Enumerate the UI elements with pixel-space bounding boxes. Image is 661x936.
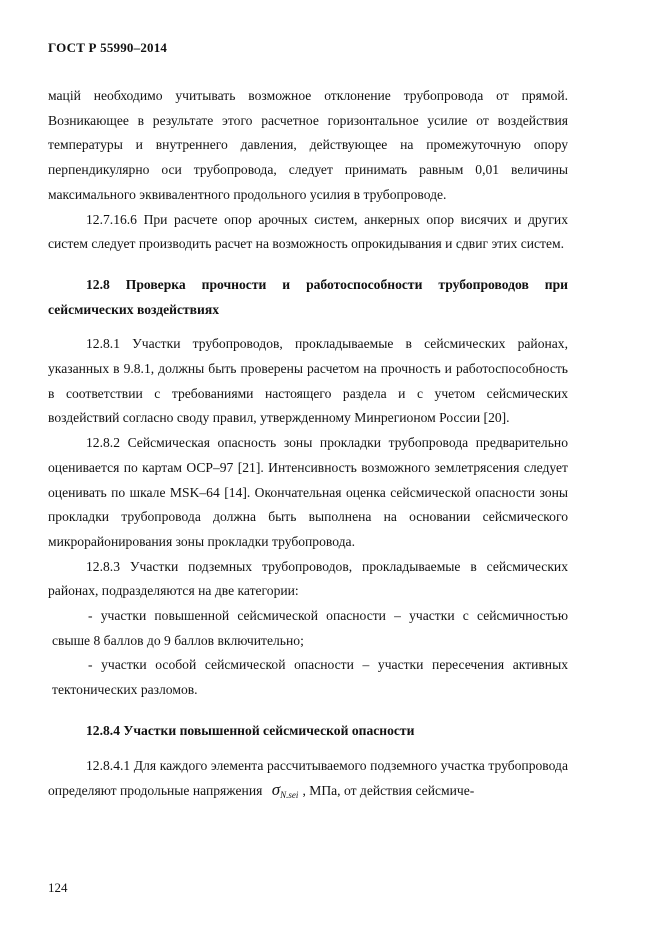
paragraph: мацій необходимо учитывать возможное отклонение трубопровода от прямой. Возникающее в результате этого расчетное горизонтальное усилие от воздействия температуры и внутреннего давления, действующее на промежуточную опору перпендикулярно оси трубопровода, следует принимать равным 0,01 величины максимального эквивалентного продольного усилия в трубопроводе.: [48, 88, 568, 202]
section-heading-12-8: 12.8 Проверка прочности и работоспособности трубопроводов при сейсмических воздействиях: [48, 276, 568, 317]
list-item: - участки особой сейсмической опасности – участки пересечения активных тектонических разломов.: [52, 657, 568, 698]
paragraph-text: 12.8.4.1 Для каждого элемента рассчитываемого подземного участка трубопровода определяют продольные напряжения: [48, 757, 568, 799]
paragraph: [48, 754, 568, 808]
document-header: ГОСТ Р 55990–2014: [48, 40, 168, 55]
section-heading-12-8-4: 12.8.4 Участки повышенной сейсмической опасности: [86, 722, 415, 738]
paragraph-text: , МПа, от действия сейсмиче-: [302, 783, 475, 799]
paragraph: 12.8.3 Участки подземных трубопроводов, прокладываемые в сейсмических районах, подразделяются на две категории:: [48, 558, 568, 599]
list-item: - участки повышенной сейсмической опасности – участки с сейсмичностью свыше 8 баллов до 9 баллов включительно;: [52, 608, 568, 648]
page-number: 124: [48, 880, 68, 895]
document-body: [48, 84, 568, 808]
paragraph: 12.7.16.6 При расчете опор арочных систем, анкерных опор висячих и других систем следует производить расчет на возможность опрокидывания и сдвиг этих систем.: [48, 211, 568, 252]
sigma-subscript: N.sei: [280, 790, 299, 801]
sigma-symbol: σ: [271, 780, 281, 800]
paragraph: 12.8.2 Сейсмическая опасность зоны прокладки трубопровода предварительно оценивается по картам ОСР–97 [21]. Интенсивность возможного землетрясения следует оценивать по шкале MSK–64 [14]. Окончательная оценка сейсмической опасности зоны прокладки трубопровода должна быть выполнена на основании сейсмического микрорайонирования зоны прокладки трубопровода.: [48, 435, 568, 549]
paragraph: 12.8.1 Участки трубопроводов, прокладываемые в сейсмических районах, указанных в 9.8.1, должны быть проверены расчетом на прочность и работоспособность в соответствии с требованиями настоящего раздела и с учетом сейсмических воздействий согласно своду правил, утвержденному Минрегионом России [20].: [48, 336, 568, 426]
